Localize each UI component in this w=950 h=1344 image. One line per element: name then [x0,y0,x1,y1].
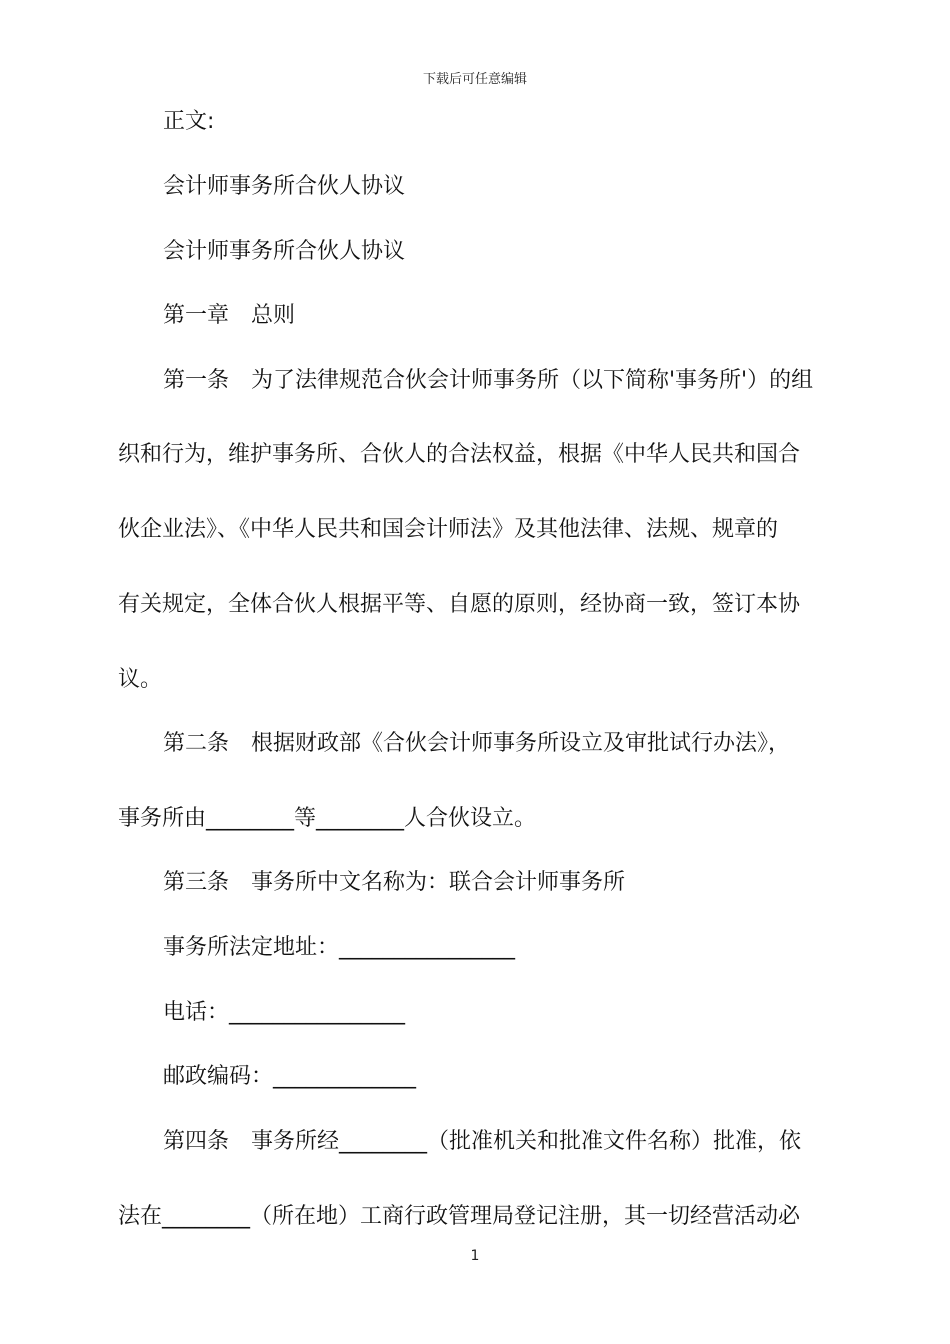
document-subtitle: 会计师事务所合伙人协议 [163,239,406,264]
phone-line: 电话：________________ [163,1000,406,1025]
chapter-heading: 第一章 总则 [163,303,296,328]
label-body: 正文: [163,109,215,134]
article-1-line-2: 织和行为，维护事务所、合伙人的合法权益，根据《中华人民共和国合 [118,442,801,467]
article-2-line-1: 第二条 根据财政部《合伙会计师事务所设立及审批试行办法》， [163,731,791,756]
postal-code-line: 邮政编码：_____________ [163,1064,417,1089]
article-2-line-2: 事务所由________等________人合伙设立。 [118,806,537,831]
page-number: 1 [470,1248,480,1264]
article-3-line-1: 第三条 事务所中文名称为：联合会计师事务所 [163,870,626,895]
article-4-line-1: 第四条 事务所经________（批准机关和批准文件名称）批准，依 [163,1129,802,1154]
article-1-line-3: 伙企业法》、《中华人民共和国会计师法》及其他法律、法规、规章的 [118,517,779,542]
article-4-line-2: 法在________（所在地）工商行政管理局登记注册，其一切经营活动必 [118,1204,801,1229]
article-1-line-1: 第一条 为了法律规范合伙会计师事务所（以下简称'事务所'）的组 [163,368,814,393]
document-title: 会计师事务所合伙人协议 [163,174,406,199]
article-1-line-5: 议。 [118,667,163,692]
address-line: 事务所法定地址：________________ [163,935,516,960]
article-1-line-4: 有关规定，全体合伙人根据平等、自愿的原则，经协商一致，签订本协 [118,592,801,617]
page-header: 下载后可任意编辑 [422,72,527,87]
